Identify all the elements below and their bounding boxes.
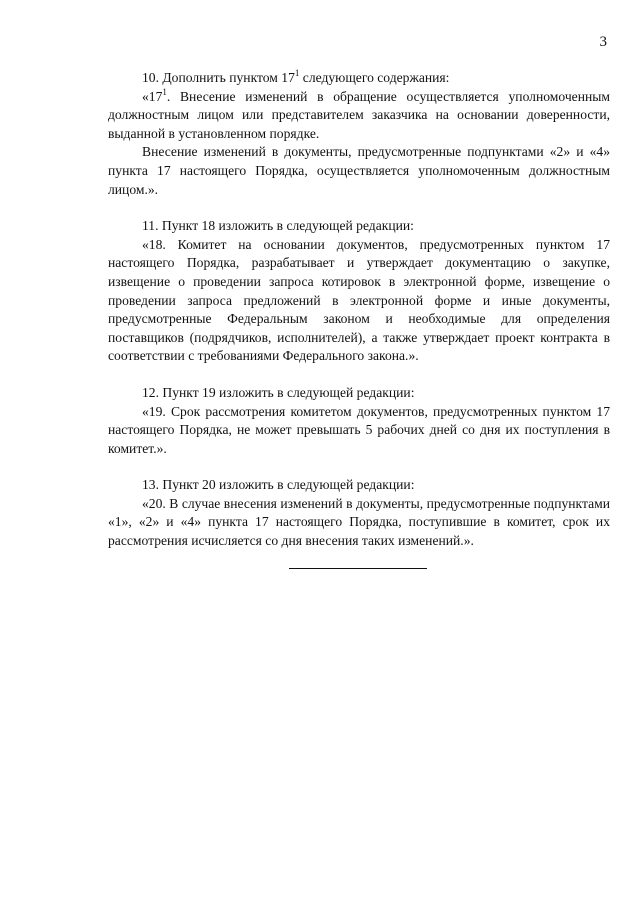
item-10-heading: [108, 69, 610, 88]
item-10-paragraph-1: [108, 88, 610, 144]
item-12-heading: 12. Пункт 19 изложить в следующей редакции:: [142, 384, 415, 400]
item-12-section: [108, 384, 610, 458]
end-divider-line: [289, 568, 427, 569]
item-12-paragraph: «19. Срок рассмотрения комитетом документов, предусмотренных пунктом 17 настоящего Порядка, не может превышать 5 рабочих дней со дня их поступления в комитет.».: [108, 403, 610, 456]
item-10-paragraph-2: Внесение изменений в документы, предусмотренные подпунктами «2» и «4» пункта 17 настоящего Порядка, осуществляется уполномоченным должностным лицом.».: [108, 144, 610, 197]
document-body: [108, 69, 610, 551]
item-10-section: [108, 69, 610, 199]
item-11-paragraph: «18. Комитет на основании документов, предусмотренных пунктом 17 настоящего Порядка, разрабатывает и утверждает документацию о закупке, извещение о проведении запроса котировок в электронной форме, извещение о проведении запроса предложений в электронной форме и иные документы, предусмотренные Федеральным законом и необходимые для определения поставщиков (подрядчиков, исполнителей), а также утверждает проект контракта в соответствии с требованиями Федерального закона.».: [108, 236, 610, 364]
item-13-paragraph: «20. В случае внесения изменений в документы, предусмотренные подпунктами «1», «2» и «4» пункта 17 настоящего Порядка, поступившие в комитет, срок их рассмотрения исчисляется со дня внесения таких изменений.».: [108, 495, 610, 549]
item-10-heading-tail: следующего содержания:: [299, 70, 450, 85]
item-10-p1-text: . Внесение изменений в обращение осуществляется уполномоченным должностным лицом или представителем заказчика на основании доверенности, выданной в установленном порядке.: [108, 88, 610, 141]
item-10-heading-text: 10. Дополнить пунктом 17: [142, 70, 295, 85]
item-13-heading: 13. Пункт 20 изложить в следующей редакции:: [142, 477, 415, 493]
item-10-p1-start: «17: [142, 88, 163, 104]
item-11-section: [108, 217, 610, 366]
item-13-section: [108, 476, 610, 550]
item-10-p1-superscript: 1: [162, 86, 167, 97]
item-10-heading-superscript: 1: [294, 68, 300, 78]
page-number: 3: [599, 34, 607, 50]
item-11-heading: 11. Пункт 18 изложить в следующей редакции:: [142, 218, 414, 234]
